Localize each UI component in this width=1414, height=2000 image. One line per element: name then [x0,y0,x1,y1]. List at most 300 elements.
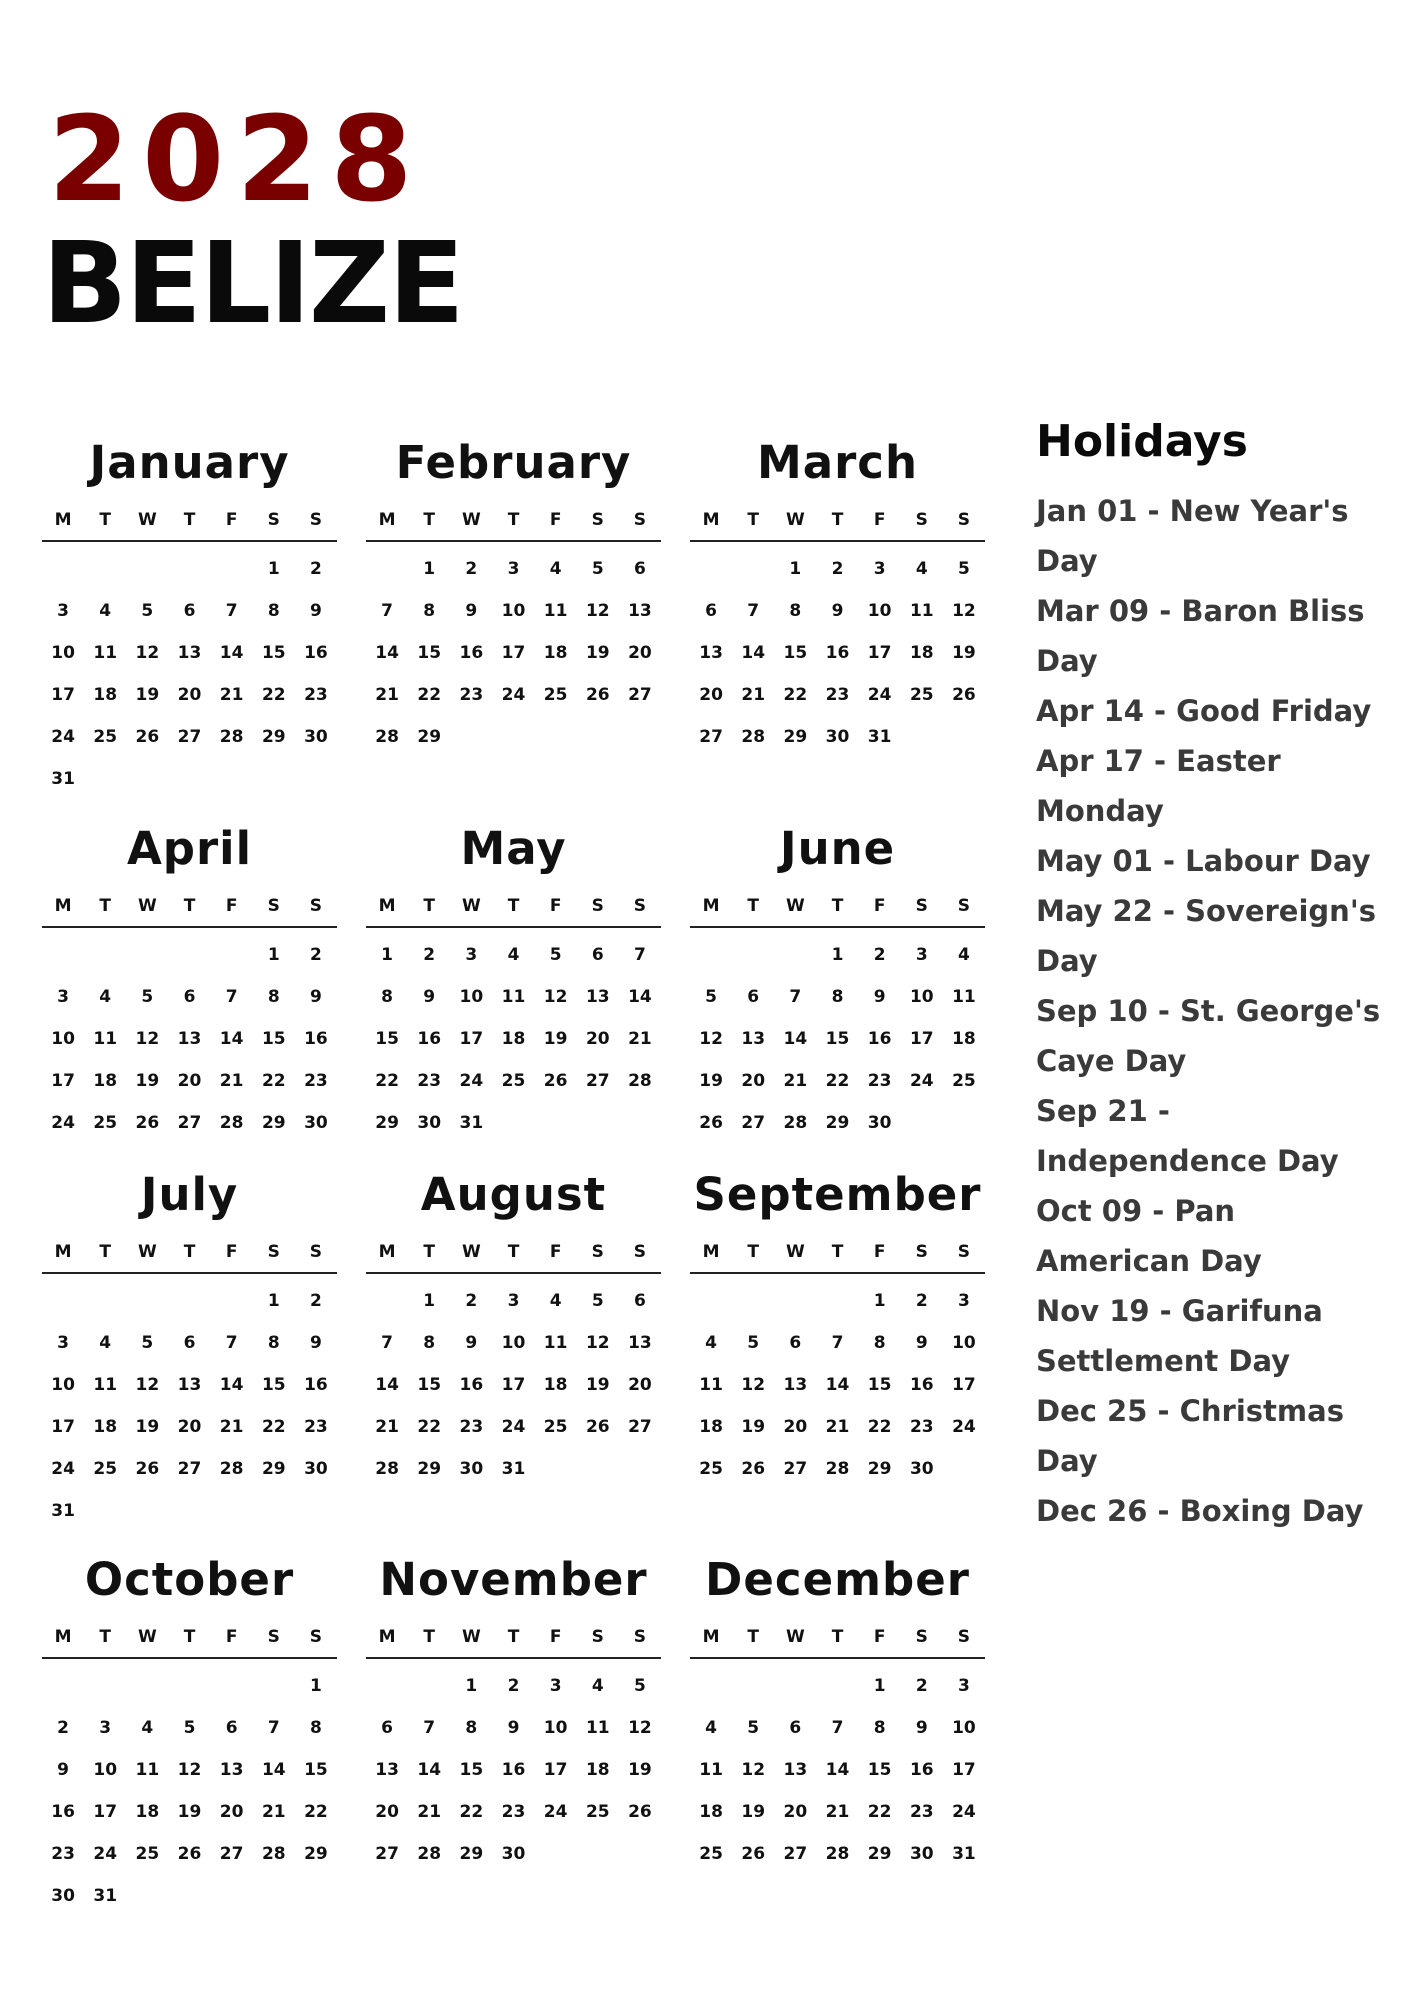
day-cell: 29 [375,1113,399,1133]
day-cell: 4 [705,1718,717,1738]
day-cell: 30 [304,1459,328,1479]
day-cell: 11 [543,1333,568,1353]
day-cell: 15 [783,643,808,663]
weekday-label: F [873,510,886,530]
empty-cell [211,548,253,590]
month-title: August [420,1168,607,1221]
day-cell: 24 [93,1844,118,1864]
day-cell: 15 [417,1375,442,1395]
weekday-label: W [137,1242,157,1262]
day-cell: 30 [501,1844,526,1864]
day-cell: 17 [51,1071,75,1091]
day-cell: 31 [459,1113,484,1133]
weekday-label: T [183,1627,196,1647]
day-cell: 9 [309,601,322,621]
days-grid [42,1659,337,1917]
day-cell: 23 [909,1802,934,1822]
day-cell: 9 [423,987,436,1007]
day-cell: 19 [135,1417,160,1437]
day-cell: 20 [375,1802,399,1822]
day-cell: 6 [633,1291,646,1311]
day-cell: 22 [825,1071,850,1091]
month-title: May [460,822,567,875]
day-cell: 10 [543,1718,568,1738]
day-cell: 3 [465,945,478,965]
day-cell: 2 [57,1718,69,1738]
day-cell: 20 [628,643,652,663]
day-cell: 3 [57,601,69,621]
day-cell: 28 [741,727,766,747]
weekday-label: S [309,510,323,530]
weekday-label: M [702,1627,720,1647]
day-cell: 9 [309,1333,322,1353]
weekday-header [690,1228,985,1274]
weekday-header [366,882,661,928]
empty-cell [84,1280,126,1322]
day-cell: 19 [628,1760,652,1780]
day-cell: 19 [741,1802,766,1822]
day-cell: 14 [741,643,766,663]
day-cell: 26 [135,1113,160,1133]
month-title: June [779,822,896,875]
holiday-item: Dec 26 - Boxing Day [1036,1494,1364,1528]
empty-cell [774,1665,816,1707]
day-cell: 15 [261,643,286,663]
day-cell: 8 [873,1718,886,1738]
day-cell: 6 [381,1718,393,1738]
weekday-label: T [99,1627,112,1647]
day-cell: 1 [267,945,280,965]
empty-cell [84,548,126,590]
day-cell: 30 [51,1886,75,1906]
day-cell: 24 [952,1417,976,1437]
day-cell: 28 [628,1071,652,1091]
day-cell: 15 [459,1760,484,1780]
day-cell: 12 [952,601,976,621]
day-cell: 5 [141,1333,154,1353]
day-cell: 1 [831,945,844,965]
day-cell: 22 [417,1417,442,1437]
day-cell: 22 [417,685,442,705]
day-cell: 3 [549,1676,562,1696]
day-cell: 22 [375,1071,399,1091]
day-cell: 12 [135,643,160,663]
day-cell: 12 [741,1375,766,1395]
weekday-label: W [461,1242,481,1262]
empty-cell [366,548,408,590]
day-cell: 1 [423,1291,436,1311]
day-cell: 2 [465,559,478,579]
day-cell: 13 [783,1375,808,1395]
day-cell: 13 [177,1029,202,1049]
day-cell: 17 [867,643,892,663]
day-cell: 6 [591,945,604,965]
day-cell: 27 [783,1844,808,1864]
day-cell: 17 [51,685,75,705]
day-cell: 12 [585,601,610,621]
day-cell: 27 [585,1071,610,1091]
empty-cell [690,1665,732,1707]
day-cell: 23 [304,685,328,705]
weekday-label: T [747,896,760,916]
day-cell: 2 [309,559,322,579]
day-cell: 19 [177,1802,202,1822]
day-cell: 13 [628,1333,652,1353]
day-cell: 18 [585,1760,610,1780]
weekday-label: F [549,1627,562,1647]
weekday-label: W [785,896,805,916]
day-cell: 13 [177,1375,202,1395]
empty-cell [42,1665,84,1707]
day-cell: 1 [789,559,802,579]
day-cell: 3 [57,987,69,1007]
day-cell: 3 [507,559,520,579]
days-grid [690,542,985,758]
holidays-list [1036,486,1396,1536]
day-cell: 21 [417,1802,442,1822]
weekday-label: S [957,1627,971,1647]
day-cell: 20 [699,685,723,705]
month-february [366,436,661,758]
month-august [366,1168,661,1490]
day-cell: 10 [909,987,934,1007]
day-cell: 4 [957,945,970,965]
day-cell: 21 [825,1802,850,1822]
weekday-label: M [54,1242,72,1262]
day-cell: 28 [825,1844,850,1864]
day-cell: 27 [783,1459,808,1479]
empty-cell [366,1280,408,1322]
weekday-label: T [183,1242,196,1262]
holiday-item: Jan 01 - New Year's Day [1036,494,1349,578]
day-cell: 1 [381,945,393,965]
month-march [690,436,985,758]
day-cell: 6 [633,559,646,579]
day-cell: 18 [93,685,118,705]
days-grid [366,1274,661,1490]
weekday-label: T [831,510,844,530]
empty-cell [816,1665,858,1707]
day-cell: 28 [219,1113,244,1133]
day-cell: 7 [633,945,646,965]
weekday-header [366,496,661,542]
weekday-label: M [54,510,72,530]
day-cell: 24 [51,1113,75,1133]
weekday-label: T [99,896,112,916]
day-cell: 28 [375,1459,399,1479]
weekday-label: T [99,1242,112,1262]
day-cell: 18 [501,1029,526,1049]
empty-cell [126,1280,168,1322]
day-cell: 24 [909,1071,934,1091]
month-january [42,436,337,800]
day-cell: 5 [957,559,970,579]
day-cell: 2 [915,1676,928,1696]
weekday-label: M [378,896,396,916]
weekday-label: S [957,510,971,530]
day-cell: 8 [423,1333,436,1353]
day-cell: 22 [261,1417,286,1437]
day-cell: 3 [957,1291,970,1311]
weekday-label: S [267,1242,280,1262]
weekday-label: S [633,896,647,916]
day-cell: 8 [873,1333,886,1353]
day-cell: 12 [628,1718,652,1738]
day-cell: 18 [699,1417,723,1437]
days-grid [690,1659,985,1875]
day-cell: 21 [219,1417,244,1437]
day-cell: 18 [909,643,934,663]
day-cell: 24 [543,1802,568,1822]
day-cell: 24 [459,1071,484,1091]
day-cell: 2 [423,945,436,965]
weekday-header [42,882,337,928]
day-cell: 27 [375,1844,399,1864]
month-april [42,822,337,1144]
day-cell: 26 [741,1844,766,1864]
day-cell: 22 [261,1071,286,1091]
weekday-label: F [225,1627,238,1647]
day-cell: 8 [789,601,802,621]
empty-cell [211,1280,253,1322]
day-cell: 14 [219,1375,244,1395]
day-cell: 3 [957,1676,970,1696]
weekday-label: W [785,1242,805,1262]
day-cell: 8 [309,1718,322,1738]
day-cell: 26 [135,727,160,747]
day-cell: 19 [741,1417,766,1437]
weekday-label: S [633,1627,647,1647]
day-cell: 25 [699,1459,723,1479]
day-cell: 16 [867,1029,892,1049]
day-cell: 11 [952,987,976,1007]
weekday-label: S [267,896,280,916]
day-cell: 10 [459,987,484,1007]
holiday-item: Mar 09 - Baron Bliss Day [1036,594,1365,678]
empty-cell [211,934,253,976]
day-cell: 12 [741,1760,766,1780]
day-cell: 30 [909,1844,934,1864]
day-cell: 27 [741,1113,766,1133]
weekday-label: T [507,1627,520,1647]
empty-cell [774,934,816,976]
day-cell: 16 [51,1802,75,1822]
day-cell: 15 [867,1760,892,1780]
day-cell: 7 [831,1718,844,1738]
day-cell: 3 [57,1333,69,1353]
day-cell: 4 [507,945,520,965]
day-cell: 8 [381,987,393,1007]
day-cell: 2 [507,1676,520,1696]
weekday-label: T [423,1242,436,1262]
day-cell: 18 [135,1802,160,1822]
empty-cell [816,1280,858,1322]
day-cell: 15 [417,643,442,663]
empty-cell [690,934,732,976]
day-cell: 21 [628,1029,652,1049]
holiday-item: Oct 09 - Pan American Day [1036,1194,1262,1278]
day-cell: 27 [177,1113,202,1133]
day-cell: 7 [225,987,238,1007]
day-cell: 16 [909,1760,934,1780]
holiday-item: Apr 14 - Good Friday [1036,694,1372,728]
day-cell: 7 [225,1333,238,1353]
empty-cell [732,934,774,976]
day-cell: 5 [705,987,717,1007]
day-cell: 15 [375,1029,399,1049]
day-cell: 5 [747,1718,760,1738]
day-cell: 29 [867,1459,892,1479]
day-cell: 11 [699,1375,723,1395]
days-grid [366,542,661,758]
day-cell: 16 [459,643,484,663]
day-cell: 21 [825,1417,850,1437]
day-cell: 21 [375,1417,399,1437]
weekday-label: F [873,1627,886,1647]
day-cell: 4 [549,1291,562,1311]
days-grid [366,1659,661,1875]
holiday-item: May 22 - Sovereign's Day [1036,894,1376,978]
day-cell: 13 [628,601,652,621]
day-cell: 4 [99,1333,112,1353]
weekday-label: T [183,896,196,916]
weekday-label: S [915,896,928,916]
weekday-label: T [507,510,520,530]
day-cell: 25 [909,685,934,705]
holiday-item: Nov 19 - Garifuna Settlement Day [1036,1294,1323,1378]
day-cell: 16 [304,643,328,663]
weekday-header [366,1613,661,1659]
month-september [690,1168,985,1490]
day-cell: 23 [501,1802,526,1822]
weekday-label: M [378,510,396,530]
empty-cell [42,548,84,590]
month-title: September [693,1168,982,1221]
weekday-header [690,882,985,928]
day-cell: 20 [585,1029,610,1049]
day-cell: 7 [381,1333,393,1353]
weekday-label: W [785,1627,805,1647]
weekday-label: S [591,510,604,530]
weekday-label: T [831,1627,844,1647]
day-cell: 12 [585,1333,610,1353]
weekday-label: F [873,896,886,916]
days-grid [42,542,337,800]
day-cell: 31 [51,1501,75,1521]
day-cell: 9 [873,987,886,1007]
day-cell: 1 [873,1291,886,1311]
day-cell: 8 [267,601,280,621]
day-cell: 15 [261,1375,286,1395]
day-cell: 29 [304,1844,328,1864]
day-cell: 10 [51,1375,75,1395]
day-cell: 25 [952,1071,976,1091]
day-cell: 4 [591,1676,604,1696]
day-cell: 25 [501,1071,526,1091]
day-cell: 6 [747,987,760,1007]
day-cell: 16 [304,1029,328,1049]
day-cell: 18 [543,1375,568,1395]
day-cell: 12 [543,987,568,1007]
empty-cell [84,1665,126,1707]
day-cell: 17 [909,1029,934,1049]
weekday-label: T [507,1242,520,1262]
empty-cell [126,934,168,976]
day-cell: 31 [952,1844,976,1864]
weekday-label: F [549,1242,562,1262]
day-cell: 28 [417,1844,442,1864]
day-cell: 27 [177,1459,202,1479]
day-cell: 7 [267,1718,280,1738]
day-cell: 8 [831,987,844,1007]
day-cell: 6 [183,601,196,621]
day-cell: 25 [93,1459,118,1479]
day-cell: 30 [825,727,850,747]
weekday-label: S [591,896,604,916]
holidays-panel [1036,416,1396,1536]
day-cell: 6 [789,1718,802,1738]
day-cell: 25 [135,1844,160,1864]
weekday-label: S [957,1242,971,1262]
month-title: January [89,436,290,489]
weekday-label: M [702,1242,720,1262]
day-cell: 21 [375,685,399,705]
day-cell: 14 [825,1760,850,1780]
day-cell: 10 [51,1029,75,1049]
holiday-item: Sep 21 - Independence Day [1036,1094,1339,1178]
day-cell: 11 [93,643,118,663]
day-cell: 12 [135,1029,160,1049]
day-cell: 7 [423,1718,436,1738]
weekday-label: T [831,896,844,916]
month-july [42,1168,337,1532]
day-cell: 14 [219,643,244,663]
day-cell: 2 [465,1291,478,1311]
weekday-label: S [309,1242,323,1262]
empty-cell [408,1665,450,1707]
day-cell: 5 [549,945,562,965]
day-cell: 19 [585,1375,610,1395]
day-cell: 13 [585,987,610,1007]
day-cell: 9 [57,1760,69,1780]
day-cell: 4 [705,1333,717,1353]
day-cell: 27 [219,1844,244,1864]
day-cell: 15 [867,1375,892,1395]
day-cell: 28 [825,1459,850,1479]
weekday-label: F [873,1242,886,1262]
day-cell: 24 [501,1417,526,1437]
day-cell: 19 [543,1029,568,1049]
day-cell: 22 [867,1417,892,1437]
day-cell: 26 [135,1459,160,1479]
day-cell: 24 [501,685,526,705]
weekday-label: T [423,1627,436,1647]
month-june [690,822,985,1144]
weekday-label: W [137,896,157,916]
day-cell: 14 [375,1375,399,1395]
weekday-label: F [549,896,562,916]
day-cell: 11 [135,1760,160,1780]
weekday-label: S [309,1627,323,1647]
day-cell: 22 [459,1802,484,1822]
day-cell: 3 [873,559,886,579]
day-cell: 5 [591,1291,604,1311]
weekday-header [690,1613,985,1659]
day-cell: 10 [952,1718,976,1738]
day-cell: 31 [867,727,892,747]
day-cell: 27 [628,1417,652,1437]
day-cell: 26 [543,1071,568,1091]
